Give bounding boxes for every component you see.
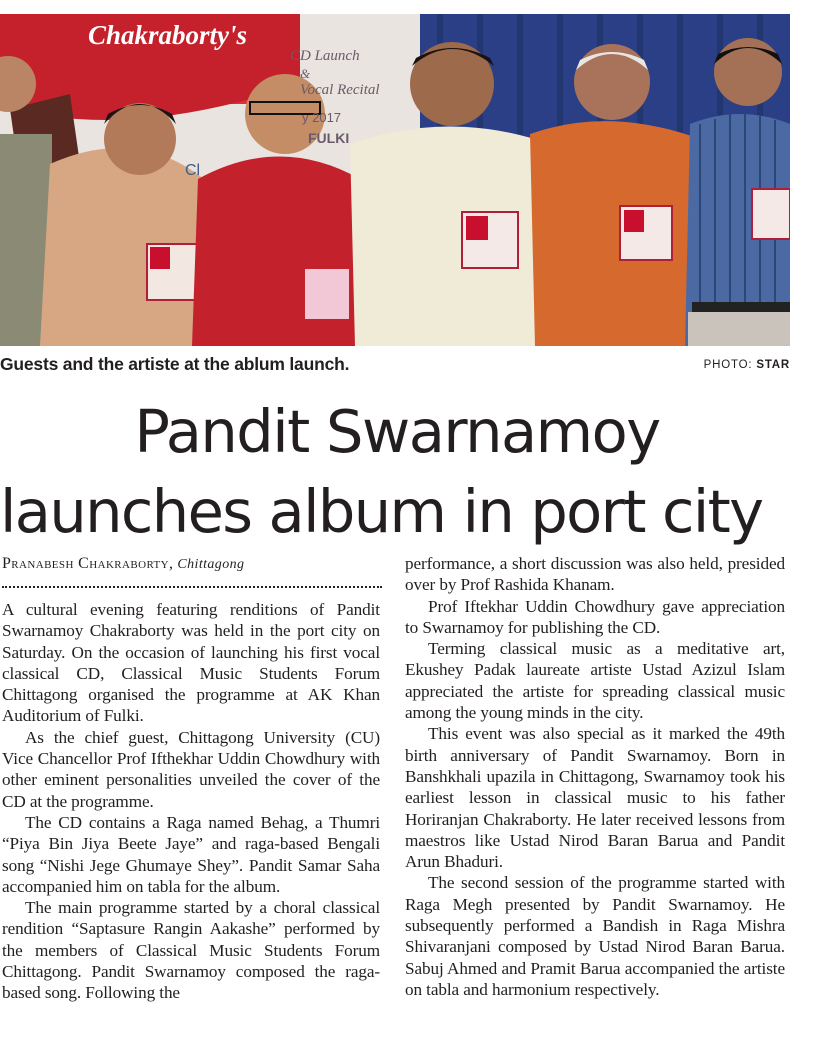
- article-paragraph: The second session of the programme started with Raga Megh presented by Pandit Swarnamoy. He subsequently performed a Bandish in Raga Mishra Shivaranjani composed by Ustad Nirod Baran Barua. Sabuj Ahmed and Pramit Barua accompanied the artiste on tabla and harmonium respectively.: [405, 873, 785, 999]
- article-paragraph: This event was also special as it marked the 49th birth anniversary of Pandit Swarnamoy. Born in Banshkhali upazila in Chittagong, Swarnamoy took his earliest lesson in classical music to his father Horiranjan Chakraborty. He later received lessons from maestros like Ustad Nirod Baran Barua and Pandit Arun Bhaduri.: [405, 724, 785, 872]
- photo-credit: [704, 359, 790, 371]
- photo-caption-row: [0, 354, 790, 380]
- poster-date: y 2017: [302, 110, 342, 125]
- poster-line-1: CD Launch: [290, 48, 360, 64]
- article-column-1: [2, 599, 380, 1004]
- article-column-2: [405, 553, 785, 1000]
- article-paragraph: Terming classical music as a meditative art, Ekushey Padak laureate artiste Ustad Azizul Islam appreciated the artiste for spreading classical music among the young minds in the city.: [405, 639, 785, 723]
- poster-title: Chakraborty's: [88, 20, 248, 50]
- article-paragraph: Prof Iftekhar Uddin Chowdhury gave appreciation to Swarnamoy for publishing the CD.: [405, 596, 785, 637]
- article-paragraph: As the chief guest, Chittagong University (CU) Vice Chancellor Prof Ifthekhar Uddin Chowdhury with other eminent personalities unveiled the cover of the CD at the programme.: [2, 727, 380, 811]
- byline: [2, 555, 244, 573]
- headline-line-2: launches album in port city: [0, 477, 763, 546]
- article-paragraph: The CD contains a Raga named Behag, a Thumri “Piya Bin Jiya Beete Jaye” and raga-based Bengali song “Nishi Jege Ghumaye Shey”. Pandit Samar Saha accompanied him on tabla for the album.: [2, 812, 380, 896]
- byline-divider: [2, 586, 382, 588]
- article-paragraph: performance, a short discussion was also held, presided over by Prof Rashida Khanam.: [405, 554, 785, 595]
- byline-location: Chittagong: [177, 557, 245, 572]
- poster-logo: Cl: [185, 162, 201, 179]
- poster-line-2: &: [300, 66, 311, 81]
- photo-caption: Guests and the artiste at the ablum launch.: [0, 354, 350, 374]
- poster-line-3: Vocal Recital: [300, 82, 380, 98]
- headline: [0, 392, 790, 552]
- byline-author: Pranabesh Chakraborty,: [2, 555, 174, 572]
- headline-line-1: Pandit Swarnamoy: [134, 397, 660, 466]
- news-photo: [0, 14, 790, 346]
- article-paragraph: The main programme started by a choral classical rendition “Saptasure Rangin Aakashe” performed by the members of Classical Music Students Forum Chittagong. Pandit Swarnamoy composed the raga-based song. Following the: [2, 898, 380, 1003]
- photo-credit-label: PHOTO:: [703, 359, 753, 371]
- article-paragraph: A cultural evening featuring renditions of Pandit Swarnamoy Chakraborty was held in the port city on Saturday. On the occasion of launching his first vocal classical CD, Classical Music Students Forum Chittagong organised the programme at AK Khan Auditorium of Fulki.: [2, 600, 380, 726]
- poster-venue: FULKI: [308, 130, 350, 146]
- photo-credit-source: STAR: [756, 359, 790, 371]
- event-photo-illustration: [0, 14, 790, 346]
